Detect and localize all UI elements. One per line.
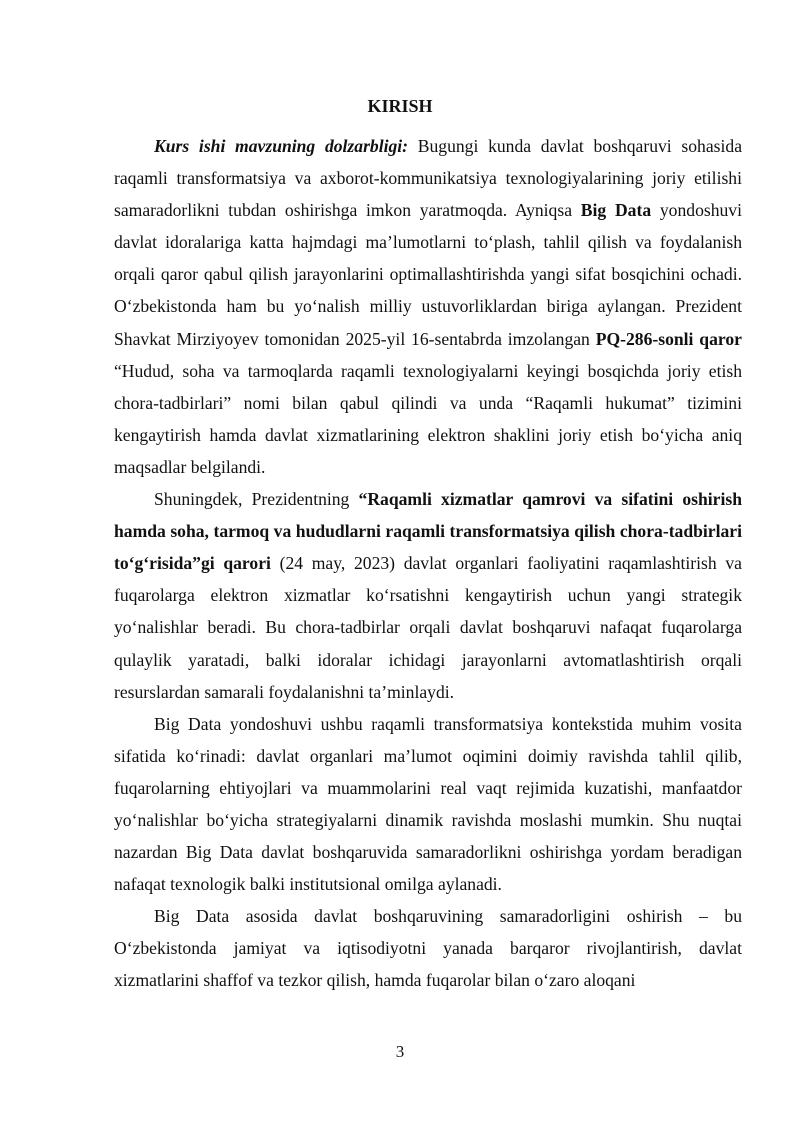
decree-reference: PQ-286-sonli qaror [595,328,742,349]
big-data-term: Big Data [580,200,652,221]
paragraph-efficiency: Big Data asosida davlat boshqaruvining samaradorligini oshirish – bu O‘zbekistonda jamiyat va iqtisodiyotni yanada barqaror rivojlantirish, davlat xizmatlarini shaffof va tezkor qilish, hamda fuqarolar bilan o‘zaro aloqani [114,906,742,991]
paragraph-text: (24 may, 2023) davlat organlari faoliyatini raqamlashtirish va fuqarolarga elektron xizmatlar ko‘rsatishni kengaytirish uchun yangi strategik yo‘nalishlar beradi. Bu chora-tadbirlar orqali davlat boshqaruvi nafaqat fuqarolarga qulaylik yaratadi, balki idoralar ichidagi jarayonlarni avtomatlashtirish orqali resurslardan samarali foydalanishni ta’minlaydi. [114,553,742,702]
paragraph-text: Shuningdek, Prezidentning [154,489,359,510]
paragraph-decree [114,483,742,708]
page-number: 3 [395,1042,405,1061]
paragraph-text: “Hudud, soha va tarmoqlarda raqamli texnologiyalarni keyingi bosqichda joriy etish chora-tadbirlari” nomi bilan qabul qilindi va unda “Raqamli hukumat” tizimini kengaytirish hamda davlat xizmatlarining elektron shaklini joriy etish bo‘yicha aniq maqsadlar belgilandi. [114,360,742,477]
paragraph-text: Bugungi kunda davlat boshqaruvi sohasida raqamli transformatsiya va axborot-kommunikatsiya texnologiyalarining joriy etilishi samaradorlikni tubdan oshirishga imkon yaratmoqda. Ayniqsa [114,136,742,221]
body-text [114,130,742,997]
relevance-lead: Kurs ishi mavzuning dolzarbligi: [154,136,409,156]
paragraph-text: yondoshuvi davlat idoralariga katta hajmdagi ma’lumotlarni to‘plash, tahlil qilish va foydalanish orqali qaror qabul qilish jarayonlarini optimallashtirishda yangi sifat bosqichini ochadi. O‘zbekistonda ham bu yo‘nalish milliy ustuvorliklardan biriga aylangan. Prezident Shavkat Mirziyoyev tomonidan 2025-yil 16-sentabrda imzolangan [114,200,742,349]
decree-title: “Raqamli xizmatlar qamrovi va sifatini oshirish hamda soha, tarmoq va hududlarni raqamli transformatsiya qilish chora-tadbirlari to‘g‘risida”gi qarori [114,489,742,574]
paragraph-relevance [114,130,742,483]
section-heading: KIRISH [367,96,433,116]
paragraph-big-data: Big Data yondoshuvi ushbu raqamli transformatsiya kontekstida muhim vosita sifatida ko‘rinadi: davlat organlari ma’lumot oqimini doimiy ravishda tahlil qilib, fuqarolarning ehtiyojlari va muammolarini real vaqt rejimida kuzatishi, manfaatdor yo‘nalishlar bo‘yicha strategiyalarni dinamik ravishda moslashi mumkin. Shu nuqtai nazardan Big Data davlat boshqaruvida samaradorlikni oshirishga yordam beradigan nafaqat texnologik balki institutsional omilga aylanadi. [114,713,742,895]
